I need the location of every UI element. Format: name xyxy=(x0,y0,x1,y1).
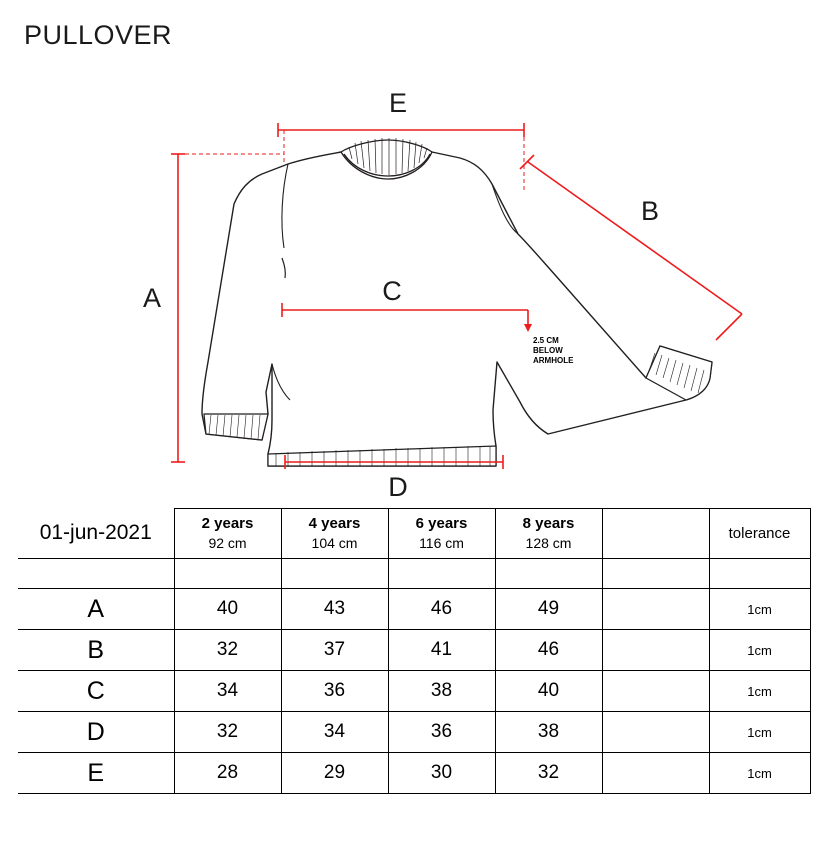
diagram-label-e: E xyxy=(388,88,408,118)
svg-text:2.5 CM: 2.5 CM xyxy=(533,336,559,345)
cell-a-2y: 40 xyxy=(174,589,281,630)
svg-text:ARMHOLE: ARMHOLE xyxy=(533,356,574,365)
size-column-2y xyxy=(174,509,281,559)
date-cell: 01-jun-2021 xyxy=(39,521,152,545)
cell-e-6y: 30 xyxy=(388,753,495,794)
cell-d-2y: 32 xyxy=(174,712,281,753)
spacer-cell-2y xyxy=(174,559,281,589)
cell-d-6y: 36 xyxy=(388,712,495,753)
table-spacer-row xyxy=(18,559,810,589)
spacer-cell-empty xyxy=(602,559,709,589)
cell-b-6y: 41 xyxy=(388,630,495,671)
size-column-empty xyxy=(602,509,709,559)
size-column-4y xyxy=(281,509,388,559)
cell-e-4y: 29 xyxy=(281,753,388,794)
table-row xyxy=(18,589,810,630)
cell-a-6y: 46 xyxy=(388,589,495,630)
garment-technical-drawing xyxy=(0,62,827,502)
size-age-6y: 6 years xyxy=(415,514,468,532)
cell-b-2y: 32 xyxy=(174,630,281,671)
spacer-cell-8y xyxy=(495,559,602,589)
row-label-c: C xyxy=(18,671,174,712)
svg-text:BELOW: BELOW xyxy=(533,346,563,355)
cell-c-tolerance: 1cm xyxy=(709,671,810,712)
table-row xyxy=(18,630,810,671)
garment-outline xyxy=(202,152,712,466)
table-header-row xyxy=(18,509,810,559)
cell-b-4y: 37 xyxy=(281,630,388,671)
size-age-4y: 4 years xyxy=(308,514,361,532)
table-row xyxy=(18,671,810,712)
measurement-line-e xyxy=(278,123,524,137)
page-title: PULLOVER xyxy=(24,20,173,50)
cell-a-4y: 43 xyxy=(281,589,388,630)
cell-e-8y: 32 xyxy=(495,753,602,794)
diagram-label-a: A xyxy=(142,283,162,313)
cell-d-tolerance: 1cm xyxy=(709,712,810,753)
cell-a-8y: 49 xyxy=(495,589,602,630)
cell-a-empty xyxy=(602,589,709,630)
size-column-8y xyxy=(495,509,602,559)
diagram-label-c: C xyxy=(382,276,402,306)
diagram-label-b: B xyxy=(640,196,660,226)
size-column-6y xyxy=(388,509,495,559)
measurement-spec-table xyxy=(18,508,810,794)
size-cm-2y: 92 cm xyxy=(208,535,247,552)
cell-e-2y: 28 xyxy=(174,753,281,794)
tolerance-column-header: tolerance xyxy=(709,509,810,559)
spacer-cell-6y xyxy=(388,559,495,589)
cell-b-tolerance: 1cm xyxy=(709,630,810,671)
row-label-e: E xyxy=(18,753,174,794)
diagram-label-d: D xyxy=(388,472,408,502)
row-label-a: A xyxy=(18,589,174,630)
cell-b-8y: 46 xyxy=(495,630,602,671)
spacer-cell-label xyxy=(18,559,174,589)
size-cm-8y: 128 cm xyxy=(525,535,572,552)
cell-c-empty xyxy=(602,671,709,712)
spacer-cell-tolerance xyxy=(709,559,810,589)
cell-c-6y: 38 xyxy=(388,671,495,712)
table-row xyxy=(18,712,810,753)
cell-e-empty xyxy=(602,753,709,794)
size-cm-4y: 104 cm xyxy=(311,535,358,552)
cell-d-4y: 34 xyxy=(281,712,388,753)
size-age-8y: 8 years xyxy=(522,514,575,532)
cell-c-4y: 36 xyxy=(281,671,388,712)
measurement-line-a xyxy=(171,154,185,462)
row-label-b: B xyxy=(18,630,174,671)
cell-d-8y: 38 xyxy=(495,712,602,753)
cell-c-2y: 34 xyxy=(174,671,281,712)
cell-d-empty xyxy=(602,712,709,753)
row-label-d: D xyxy=(18,712,174,753)
cell-b-empty xyxy=(602,630,709,671)
spacer-cell-4y xyxy=(281,559,388,589)
size-age-2y: 2 years xyxy=(201,514,254,532)
cell-a-tolerance: 1cm xyxy=(709,589,810,630)
cell-c-8y: 40 xyxy=(495,671,602,712)
cell-e-tolerance: 1cm xyxy=(709,753,810,794)
size-cm-6y: 116 cm xyxy=(419,535,464,552)
table-row xyxy=(18,753,810,794)
